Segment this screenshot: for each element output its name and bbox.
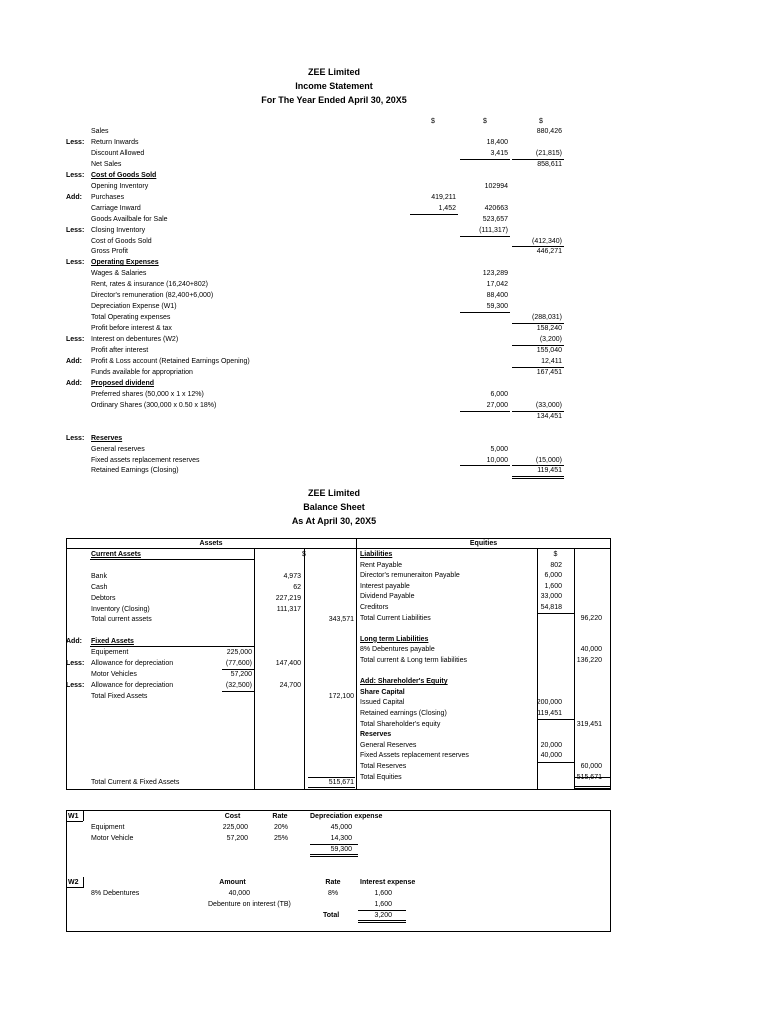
income-row-label: Ordinary Shares (300,000 x 0.50 x 18%) [91, 401, 217, 409]
equities-row-col-b: 319,451 [576, 720, 602, 728]
assets-row-prefix: Less: [66, 681, 85, 689]
equities-row-label: Dividend Payable [360, 593, 415, 601]
income-row-col3: (3,200) [539, 336, 562, 344]
equities-row-label: Retained earnings (Closing) [360, 710, 447, 717]
income-row-label: Operating Expenses [91, 259, 159, 267]
w2-label-rule [66, 887, 83, 888]
equities-row-label: Interest payable [360, 582, 410, 590]
bs-header-border [66, 548, 611, 549]
income-rule [460, 236, 510, 237]
balance-date-title: As At April 30, 20X5 [291, 516, 377, 526]
equities-row-label: Director's remuneraiton Payable [360, 572, 460, 580]
income-rule [512, 476, 564, 479]
income-row-label: Return Inwards [91, 138, 139, 146]
assets-row-col-a: 57,200 [230, 670, 252, 678]
income-row-col3: 119,451 [537, 467, 562, 475]
equities-row-label: Total Equities [360, 773, 402, 781]
income-row-col2: 18,400 [486, 138, 508, 146]
assets-row-col-b: 111,317 [276, 605, 301, 613]
bs-divider [356, 538, 357, 790]
equities-row-col-b: 96,220 [580, 614, 602, 622]
income-row-label: Rent, rates & insurance (16,240+802) [91, 281, 208, 289]
income-row-prefix: Less: [66, 336, 85, 344]
income-row-label: Cost of Goods Sold [91, 171, 157, 179]
assets-row-col-c: 172,100 [328, 692, 354, 700]
income-row-label: Total Operating expenses [91, 314, 171, 322]
income-row-col2: 10,000 [486, 456, 508, 464]
currency-header-3: $ [539, 118, 543, 125]
w1-row-expense: 14,300 [330, 835, 352, 842]
assets-row-col-b: 62 [293, 583, 301, 591]
income-row-col2: 3,415 [490, 149, 508, 157]
equities-row-label: 8% Debentures payable [360, 646, 435, 654]
income-row-prefix: Less: [66, 138, 85, 146]
balance-company-title: ZEE Limited [307, 488, 360, 498]
w1-label-rule [66, 821, 83, 822]
w2-row-expense: 1,600 [374, 890, 392, 897]
assets-row-label: Cash [91, 583, 108, 591]
assets-header: Assets [199, 540, 223, 547]
income-row-prefix: Less: [66, 171, 85, 179]
assets-row-label: Allowance for depreciation [91, 681, 174, 689]
currency-header-1: $ [431, 118, 435, 125]
income-row-col1: 419,211 [431, 193, 456, 201]
income-row-label: Closing Inventory [91, 226, 146, 234]
income-row-col3: 858,611 [537, 160, 562, 168]
income-rule [410, 214, 458, 215]
income-row-label: Profit before interest & tax [91, 325, 172, 333]
income-row-label: Opening Inventory [91, 182, 149, 190]
equities-row-col-a: 33,000 [540, 593, 562, 601]
equities-row-col-a: 1,600 [544, 582, 562, 590]
w1-row-cost: 225,000 [222, 824, 248, 831]
assets-row-col-a: 225,000 [226, 649, 252, 657]
income-row-label: Wages & Salaries [91, 270, 147, 278]
equities-row-label: Issued Capital [360, 699, 405, 707]
income-row-label: Sales [91, 128, 109, 135]
equities-row-label: Long term Liabilities [360, 635, 429, 643]
assets-rule [90, 559, 255, 560]
total-assets-double-rule [308, 787, 355, 790]
w2-expense-header: Interest expense [360, 879, 416, 886]
income-row-prefix: Add: [66, 379, 82, 387]
income-row-col2: 59,300 [486, 303, 508, 311]
income-rule [460, 159, 510, 160]
income-row-col2: 123,289 [482, 270, 508, 278]
w-bottom-border [66, 931, 611, 932]
bs-col-line-4 [574, 548, 575, 789]
equities-header: Equities [469, 540, 498, 547]
assets-row-label: Total current assets [91, 616, 152, 624]
w2-label-side [83, 877, 84, 888]
assets-rule [222, 669, 254, 670]
income-row-col3: 158,240 [536, 325, 562, 333]
equities-row-label: Share Capital [360, 688, 405, 696]
income-row-prefix: Less: [66, 226, 85, 234]
w1-row-label: Motor Vehicle [91, 835, 134, 842]
income-row-col3: (33,000) [535, 401, 562, 409]
income-row-label: Carriage Inward [91, 204, 141, 212]
assets-row-col-a: (32,500) [225, 681, 252, 689]
w1-total-double-rule [310, 854, 358, 857]
assets-row-col-b: 147,400 [275, 660, 301, 667]
income-rule [460, 465, 510, 466]
assets-row-prefix: Add: [66, 638, 82, 646]
equities-rule [538, 613, 574, 614]
w1-rate-header: Rate [272, 813, 288, 820]
equities-row-col-a: 40,000 [540, 752, 562, 760]
income-rule [460, 312, 510, 313]
w1-cost-header: Cost [224, 813, 241, 820]
income-row-col3: (412,340) [532, 237, 562, 245]
equities-row-label: Add: Shareholder's Equity [360, 678, 448, 686]
assets-row-label: Allowance for depreciation [91, 660, 174, 667]
income-row-col3: 134,451 [536, 412, 562, 420]
income-row-label: Net Sales [91, 160, 122, 168]
equities-row-label: Total Current Liabilities [360, 614, 431, 622]
income-row-label: Gross Profit [91, 248, 128, 256]
equities-row-col-a: 200,000 [536, 699, 562, 707]
income-row-col2: 88,400 [486, 292, 508, 300]
equities-row-label: Fixed Assets replacement reserves [360, 752, 469, 760]
income-row-label: Retained Earnings (Closing) [91, 467, 179, 475]
assets-row-label: Current Assets [91, 551, 141, 558]
w1-expense-header: Depreciation expense [310, 813, 383, 820]
equities-rule [538, 719, 574, 720]
w2-total: 3,200 [374, 912, 392, 919]
assets-row-label: Fixed Assets [91, 638, 134, 646]
w1-label-side [83, 810, 84, 821]
w2-label: W2 [68, 879, 79, 886]
equities-rule [575, 786, 610, 789]
income-row-col3: 167,451 [536, 368, 562, 376]
income-row-col2: (111,317) [479, 226, 508, 234]
assets-row-col-a: (77,600) [225, 660, 252, 667]
income-company-title: ZEE Limited [307, 67, 360, 77]
w2-rate-header: Rate [325, 879, 341, 886]
assets-row-label: Motor Vehicles [91, 670, 137, 678]
income-row-label: Cost of Goods Sold [91, 237, 152, 245]
income-row-label: Director's remuneration (82,400+6,000) [91, 292, 214, 300]
equities-row-col-a: 802 [550, 561, 562, 569]
income-row-col3: (15,000) [535, 456, 562, 464]
income-row-col3: 12,411 [541, 357, 562, 365]
equities-row-col-b: 515,671 [576, 773, 602, 781]
income-row-label: Fixed assets replacement reserves [91, 456, 200, 464]
income-period-title: For The Year Ended April 30, 20X5 [261, 95, 407, 105]
equities-rule [538, 762, 574, 763]
w2-amount-header: Amount [219, 879, 246, 886]
income-row-label: Profit after interest [91, 347, 149, 354]
equities-row-col-a: 20,000 [540, 741, 562, 749]
income-row-col3: (288,031) [532, 314, 562, 322]
income-row-label: Depreciation Expense (W1) [91, 303, 177, 311]
income-row-label: Interest on debentures (W2) [91, 336, 179, 344]
balance-sheet-title: Balance Sheet [303, 502, 365, 512]
equities-row-col-a: 6,000 [544, 572, 562, 580]
assets-row-col-b: 227,219 [275, 594, 301, 602]
assets-row-col-b: 4,973 [283, 572, 301, 580]
assets-row-label: Inventory (Closing) [91, 605, 150, 613]
income-row-label: Reserves [91, 434, 123, 442]
assets-row-col-b: 24,700 [279, 681, 301, 689]
assets-row-label: Debtors [91, 594, 116, 602]
income-statement-title: Income Statement [295, 81, 373, 91]
w1-row-label: Equipment [91, 824, 125, 831]
w2-row2-expense: 1,600 [374, 901, 392, 908]
w2-row-rate: 8% [327, 890, 339, 897]
equities-rule [575, 777, 610, 778]
income-row-label: Purchases [91, 193, 125, 201]
w1-total: 59,300 [330, 846, 352, 853]
w1-label: W1 [68, 813, 79, 820]
w2-total-label: Total [323, 912, 340, 919]
bs-right-border [610, 538, 611, 790]
w2-total-double-rule [358, 920, 406, 923]
income-row-col2: 5,000 [490, 445, 508, 453]
income-row-col2: 17,042 [486, 281, 508, 289]
income-row-col2: 27,000 [486, 401, 508, 409]
equities-row-label: Creditors [360, 604, 389, 611]
income-row-label: Funds available for appropriation [91, 368, 193, 376]
assets-rule [90, 646, 255, 647]
w-left-border [66, 810, 67, 932]
w2-row-label: 8% Debentures [91, 890, 140, 897]
income-row-col2: 523,657 [482, 215, 508, 223]
bs-currency-left: $ [302, 551, 306, 558]
equities-row-col-b: 60,000 [580, 763, 602, 770]
income-row-col3: (21,815) [535, 149, 562, 157]
w1-row-expense: 45,000 [330, 824, 352, 831]
w1-row-cost: 57,200 [226, 835, 248, 842]
income-row-prefix: Add: [66, 357, 82, 365]
equities-row-label: Reserves [360, 731, 392, 739]
income-row-col2: 6,000 [490, 390, 508, 398]
equities-row-label: Rent Payable [360, 561, 403, 569]
w2-row2-label: Debenture on interest (TB) [208, 901, 291, 908]
w2-row-amount: 40,000 [228, 890, 250, 897]
assets-row-col-c: 343,571 [328, 616, 354, 624]
w-right-border [610, 810, 611, 932]
equities-row-label: Total Shareholder's equity [360, 720, 441, 728]
equities-row-label: General Reserves [360, 741, 417, 749]
equities-row-label: Liabilities [360, 551, 393, 558]
income-row-col2: 102994 [484, 182, 508, 190]
income-row-prefix: Less: [66, 434, 85, 442]
w1-row-rate: 20% [273, 824, 288, 831]
assets-row-prefix: Less: [66, 660, 85, 667]
assets-rule [222, 691, 254, 692]
income-row-label: Proposed dividend [91, 379, 155, 387]
income-row-prefix: Less: [66, 259, 85, 267]
income-row-col3: 155,040 [536, 347, 562, 354]
income-row-col1: 1,452 [438, 204, 456, 212]
equities-row-label: Total current & Long term liabilities [360, 657, 467, 664]
assets-row-label: Total Fixed Assets [91, 692, 148, 700]
currency-header-2: $ [483, 118, 487, 125]
total-assets-label: Total Current & Fixed Assets [91, 779, 180, 786]
total-assets-value: 515,671 [328, 779, 354, 786]
income-row-col3: 446,271 [536, 248, 562, 256]
total-assets-top-rule [308, 777, 355, 778]
income-row-label: Goods Availbale for Sale [91, 215, 168, 223]
assets-row-label: Equipement [91, 649, 129, 657]
income-row-label: Profit & Loss account (Retained Earnings Opening) [91, 357, 250, 365]
w-top-border [66, 810, 611, 811]
income-row-label: Preferred shares (50,000 x 1 x 12%) [91, 390, 204, 398]
income-row-col3: 880,426 [536, 128, 562, 135]
income-row-prefix: Add: [66, 193, 82, 201]
bs-col-line-2 [304, 548, 305, 789]
income-row-label: Discount Allowed [91, 149, 145, 157]
bs-currency-right: $ [553, 551, 558, 558]
equities-row-label: Total Reserves [360, 763, 407, 770]
equities-row-col-b: 136,220 [576, 657, 602, 664]
income-rule [460, 411, 510, 412]
equities-row-col-a: 119,451 [537, 710, 562, 717]
equities-row-col-a: 54,818 [540, 604, 562, 611]
income-row-col2: 420663 [484, 204, 508, 212]
w1-row-rate: 25% [273, 835, 288, 842]
income-row-label: General reserves [91, 445, 145, 453]
equities-row-col-b: 40,000 [580, 646, 602, 654]
assets-row-label: Bank [91, 572, 107, 580]
